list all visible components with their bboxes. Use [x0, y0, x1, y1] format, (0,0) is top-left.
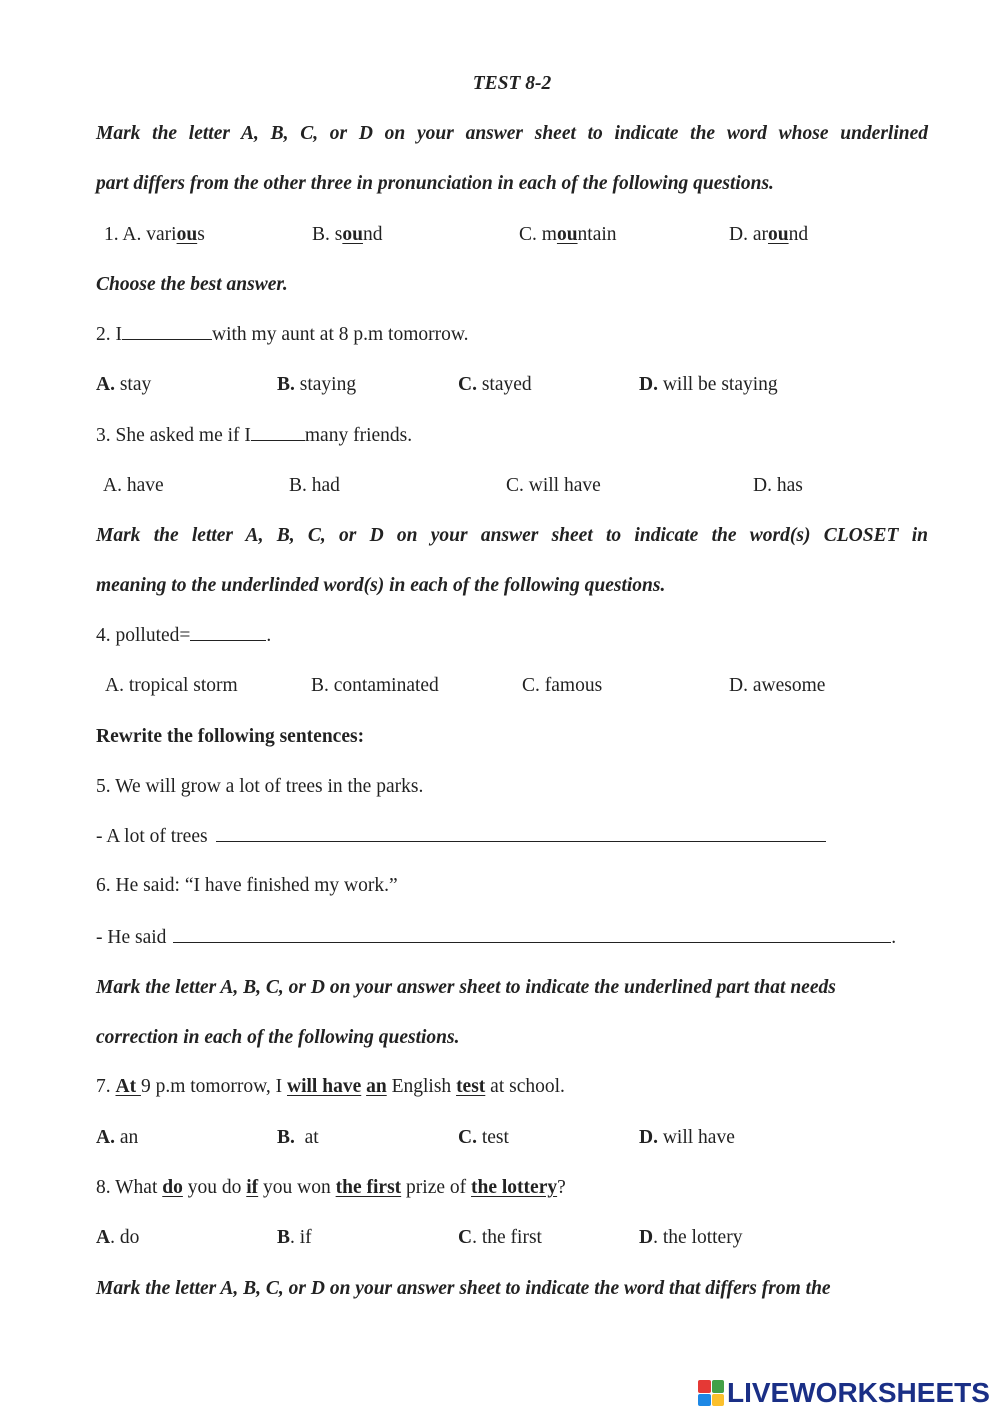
q2-option-d[interactable] — [639, 372, 778, 398]
q1-option-b-pre: B. s — [312, 224, 343, 245]
q3-blank[interactable] — [251, 422, 305, 441]
q1-option-d-post: nd — [788, 224, 809, 245]
q8-option-a[interactable] — [96, 1225, 139, 1251]
question-6-text: 6. He said: “I have finished my work.” — [96, 875, 398, 896]
question-2-text — [96, 321, 469, 348]
q3-pre: 3. She asked me if I — [96, 425, 251, 446]
q8-option-c[interactable] — [458, 1225, 542, 1251]
instruction-best-answer: Choose the best answer. — [96, 274, 288, 295]
q7-option-c[interactable] — [458, 1125, 509, 1151]
q8-option-a-letter: A — [96, 1227, 111, 1248]
liveworksheets-logo-icon — [698, 1380, 724, 1406]
logo-tile-yellow — [712, 1394, 725, 1407]
q8-underlined-the-lottery: the lottery — [471, 1177, 558, 1198]
logo-tile-green — [712, 1380, 725, 1393]
q6-answer-prefix: - He said — [96, 927, 167, 948]
q7-text-1: 7. — [96, 1076, 116, 1097]
q3-option-c[interactable]: C. will have — [506, 475, 601, 496]
q1-option-b-post: nd — [362, 224, 383, 245]
q2-option-c-letter: C. — [458, 374, 477, 395]
q2-option-b[interactable] — [277, 372, 356, 398]
q4-option-b[interactable]: B. contaminated — [311, 675, 439, 696]
q7-text-2: 9 p.m tomorrow, I — [140, 1076, 288, 1097]
question-7-text — [96, 1074, 565, 1100]
q8-underlined-do: do — [162, 1177, 183, 1198]
q5-answer-blank[interactable] — [216, 823, 826, 842]
q7-text-4: English — [386, 1076, 457, 1097]
q1-option-c-underlined: ou — [556, 224, 578, 245]
q1-option-d-pre: D. ar — [729, 224, 768, 245]
logo-tile-red — [698, 1380, 711, 1393]
q2-option-a-text: stay — [114, 374, 152, 395]
q8-underlined-the-first: the first — [335, 1177, 402, 1198]
q4-option-c[interactable]: C. famous — [522, 675, 603, 696]
instruction-rewrite: Rewrite the following sentences: — [96, 726, 365, 747]
q3-post: many friends. — [304, 425, 413, 446]
q2-pre: 2. I — [96, 324, 122, 345]
test-title: TEST 8-2 — [472, 73, 552, 94]
q7-underlined-test: test — [456, 1076, 486, 1097]
q7-option-b[interactable] — [277, 1125, 319, 1151]
q2-option-c[interactable] — [458, 372, 532, 398]
q4-blank[interactable] — [190, 622, 266, 641]
q5-answer-line — [96, 823, 826, 850]
q7-option-a-letter: A. — [96, 1127, 115, 1148]
q6-answer-suffix: . — [891, 927, 897, 948]
q8-option-c-letter: C — [458, 1227, 473, 1248]
instruction-closest-meaning-line1: Mark the letter A, B, C, or D on your answer sheet to indicate the word(s) CLOSET in — [96, 525, 928, 546]
q7-option-d-letter: D. — [639, 1127, 658, 1148]
q2-option-a[interactable] — [96, 372, 151, 398]
q7-underlined-at: At — [115, 1076, 141, 1097]
instruction-pronunciation-line1: Mark the letter A, B, C, or D on your answer sheet to indicate the word whose underlined — [96, 123, 928, 144]
q8-option-b[interactable] — [277, 1225, 312, 1251]
q2-option-c-text: stayed — [476, 374, 532, 395]
q7-option-b-letter: B. — [277, 1127, 295, 1148]
q3-option-d[interactable]: D. has — [753, 475, 803, 496]
q2-blank[interactable] — [122, 321, 212, 340]
instruction-closest-meaning-line2: meaning to the underlinded word(s) in each of the following questions. — [96, 575, 666, 596]
q8-text-2: you do — [182, 1177, 247, 1198]
q6-answer-blank[interactable] — [173, 924, 891, 943]
q8-underlined-if: if — [246, 1177, 259, 1198]
q7-text-5: at school. — [485, 1076, 565, 1097]
q1-option-c[interactable] — [519, 222, 617, 248]
q3-option-b[interactable]: B. had — [289, 475, 340, 496]
q4-option-a[interactable]: A. tropical storm — [105, 675, 238, 696]
q1-option-c-post: ntain — [577, 224, 617, 245]
q7-option-d-text: will have — [657, 1127, 735, 1148]
liveworksheets-wordmark: LIVEWORKSHEETS — [727, 1377, 990, 1408]
q8-text-5: ? — [557, 1177, 566, 1198]
q1-option-c-pre: C. m — [519, 224, 557, 245]
q2-option-b-letter: B. — [277, 374, 295, 395]
question-8-text — [96, 1175, 566, 1201]
q1-option-b-underlined: ou — [342, 224, 363, 245]
q2-option-b-text: staying — [294, 374, 357, 395]
instruction-correction-line1: Mark the letter A, B, C, or D on your answer sheet to indicate the underlined part that needs — [96, 977, 836, 998]
q1-option-a-pre: 1. A. vari — [104, 224, 177, 245]
q1-option-d-underlined: ou — [767, 224, 789, 245]
q2-option-d-text: will be staying — [657, 374, 778, 395]
q1-option-a-post: s — [197, 224, 205, 245]
q1-option-a[interactable] — [104, 222, 205, 248]
q6-answer-line — [96, 924, 896, 951]
q4-post: . — [266, 625, 272, 646]
question-3-text — [96, 422, 412, 449]
q8-option-a-text: . do — [110, 1227, 140, 1248]
q7-underlined-will-have: will have — [287, 1076, 362, 1097]
q7-option-a[interactable] — [96, 1125, 138, 1151]
q8-option-c-text: . the first — [472, 1227, 542, 1248]
instruction-pronunciation-line2: part differs from the other three in pronunciation in each of the following questions. — [96, 173, 774, 194]
q7-option-b-text: at — [294, 1127, 319, 1148]
q3-option-a[interactable]: A. have — [103, 475, 164, 496]
q8-option-d[interactable] — [639, 1225, 742, 1251]
q2-post: with my aunt at 8 p.m tomorrow. — [212, 324, 469, 345]
q7-option-c-letter: C. — [458, 1127, 477, 1148]
q8-text-3: you won — [258, 1177, 336, 1198]
q7-option-c-text: test — [476, 1127, 509, 1148]
q8-text-4: prize of — [401, 1177, 472, 1198]
q8-option-b-letter: B — [277, 1227, 291, 1248]
q8-option-d-letter: D — [639, 1227, 654, 1248]
q4-option-d[interactable]: D. awesome — [729, 675, 826, 696]
q2-option-a-letter: A. — [96, 374, 115, 395]
liveworksheets-brand — [698, 1378, 990, 1408]
q2-option-d-letter: D. — [639, 374, 658, 395]
logo-tile-blue — [698, 1394, 711, 1407]
instruction-correction-line2: correction in each of the following questions. — [96, 1027, 460, 1048]
q1-option-a-underlined: ou — [176, 224, 198, 245]
q8-text-1: 8. What — [96, 1177, 163, 1198]
q8-option-d-text: . the lottery — [653, 1227, 743, 1248]
q7-underlined-an: an — [366, 1076, 387, 1097]
q1-option-d[interactable] — [729, 222, 808, 248]
q5-answer-prefix: - A lot of trees — [96, 826, 208, 847]
q7-option-d[interactable] — [639, 1125, 735, 1151]
question-5-text: 5. We will grow a lot of trees in the parks. — [96, 776, 424, 797]
q4-pre: 4. polluted= — [96, 625, 191, 646]
q8-option-b-text: . if — [290, 1227, 312, 1248]
question-4-text — [96, 622, 271, 649]
q1-option-b[interactable] — [312, 222, 382, 248]
instruction-differs-line1: Mark the letter A, B, C, or D on your answer sheet to indicate the word that differs from the — [96, 1278, 831, 1299]
q7-option-a-text: an — [114, 1127, 139, 1148]
